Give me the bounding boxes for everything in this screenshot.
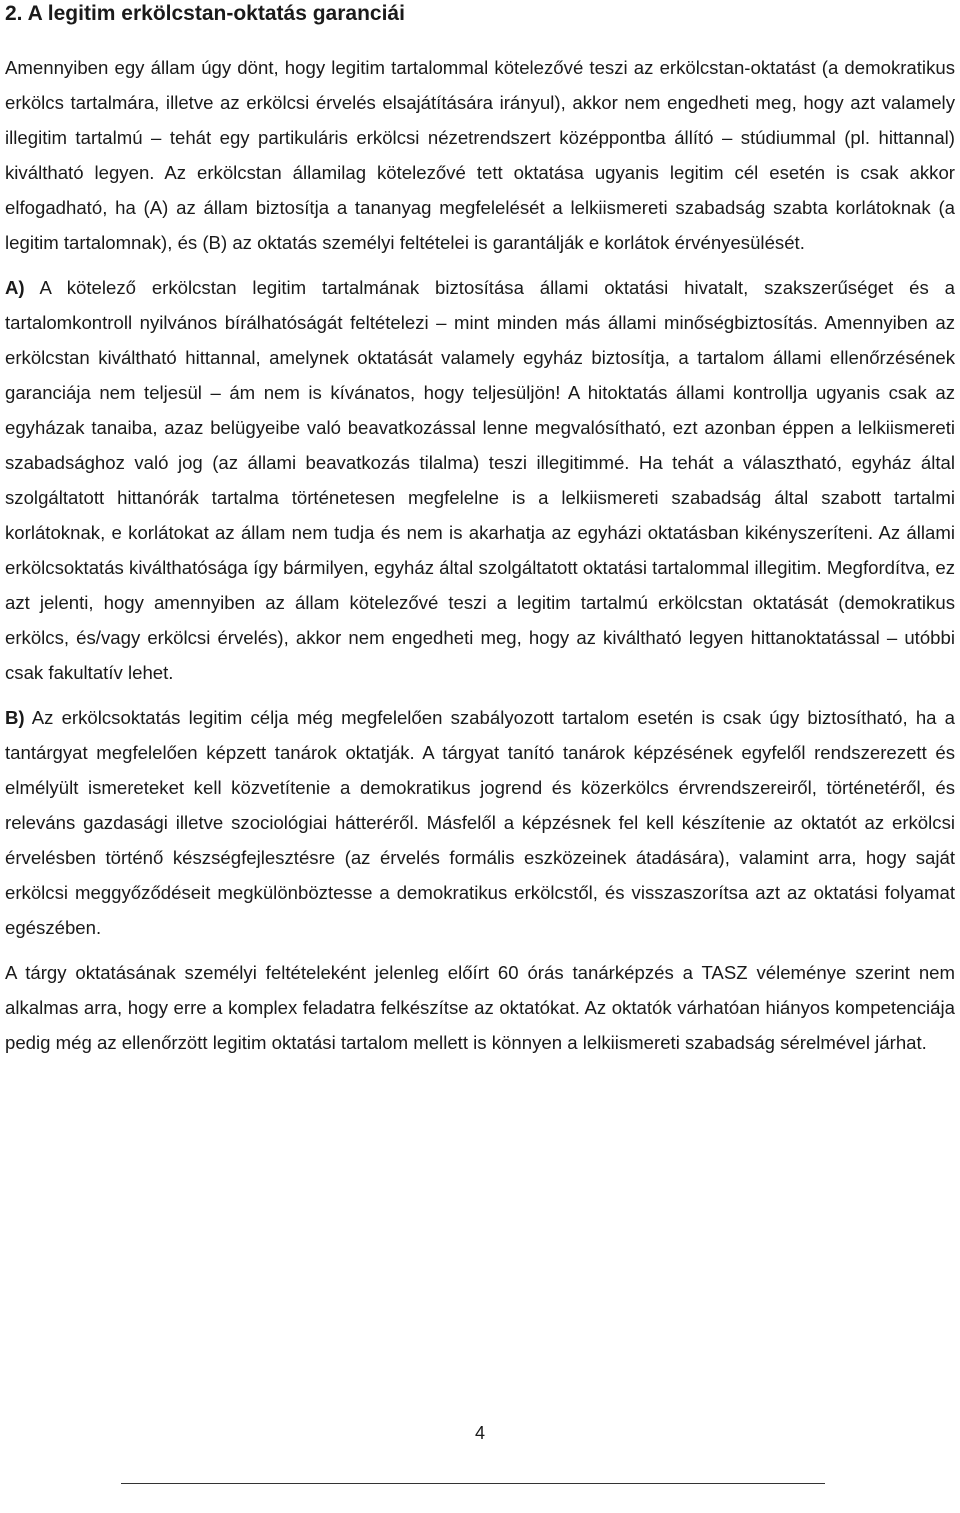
paragraph-b-label: B): [5, 707, 25, 728]
closing-paragraph: A tárgy oktatásának személyi feltételeként jelenleg előírt 60 órás tanárképzés a TASZ véleménye szerint nem alkalmas arra, hogy erre a komplex feladatra felkészítse az oktatókat. Az oktatók várhatóan hiányos kompetenciája pedig még az ellenőrzött legitim oktatási tartalom mellett is könnyen a lelkiismereti szabadság sérelmével járhat.: [5, 962, 955, 1053]
paragraph-a: [5, 270, 955, 690]
footer-rule: [121, 1483, 825, 1484]
paragraph-a-label: A): [5, 277, 25, 298]
paragraph-a-text: A kötelező erkölcstan legitim tartalmának biztosítása állami oktatási hivatalt, szakszerűséget és a tartalomkontroll nyilvános bírálhatóságát feltételezi – mint minden más állami minőségbiztosítás. Amennyiben az erkölcstan kiváltható hittannal, amelynek oktatását valamely egyház biztosítja, a tartalom állami ellenőrzésének garanciája nem teljesül – ám nem is kívánatos, hogy teljesüljön! A hitoktatás állami kontrollja ugyanis csak az egyházak tanaiba, azaz belügyeibe való beavatkozással lenne megvalósítható, ezt azonban éppen a lelkiismereti szabadsághoz való jog (az állami beavatkozás tilalma) teszi illegitimmé. Ha tehát a választható, egyház által szolgáltatott hittanórák tartalma történetesen megfelelne is a lelkiismereti szabadság által szabott tartalmi korlátoknak, e korlátokat az állam nem tudja és nem is akarhatja az egyházi oktatásban kikényszeríteni. Az állami erkölcsoktatás kiválthatósága így bármilyen, egyház által szolgáltatott oktatási tartalommal illegitim. Megfordítva, ez azt jelenti, hogy amennyiben az állam kötelezővé teszi a legitim tartalmú erkölcstan oktatását (demokratikus erkölcs, és/vagy erkölcsi érvelés), akkor nem engedheti meg, hogy az kiváltható legyen hittanoktatással – utóbbi csak fakultatív lehet.: [5, 277, 955, 683]
intro-paragraph: Amennyiben egy állam úgy dönt, hogy legitim tartalommal kötelezővé teszi az erkölcstan-oktatást (a demokratikus erkölcs tartalmára, illetve az erkölcsi érvelés elsajátítására irányul), akkor nem engedheti meg, hogy azt valamely illegitim tartalmú – tehát egy partikuláris erkölcsi nézetrendszert középpontba állító – stúdiummal (pl. hittannal) kiváltható legyen. Az erkölcstan államilag kötelezővé tett oktatása ugyanis legitim cél esetén is csak akkor elfogadható, ha (A) az állam biztosítja a tananyag megfelelését a lelkiismereti szabadság szabta korlátoknak (a legitim tartalomnak), és (B) az oktatás személyi feltételei is garantálják e korlátok érvényesülését.: [5, 57, 955, 253]
paragraph-b: [5, 700, 955, 945]
document-page: [5, 0, 955, 1060]
paragraph-b-text: Az erkölcsoktatás legitim célja még megfelelően szabályozott tartalom esetén is csak úgy biztosítható, ha a tantárgyat megfelelően képzett tanárok oktatják. A tárgyat tanító tanárok képzésének egyfelől rendszerezett és elmélyült ismereteket kell közvetítenie a demokratikus jogrend és közerkölcs érvrendszereiről, történetéről, és releváns gazdasági illetve szociológiai hátteréről. Másfelől a képzésnek fel kell készítenie az oktatót az erkölcsi érvelésben történő készségfejlesztésre (az érvelés formális eszközeinek átadására), valamint arra, hogy saját erkölcsi meggyőződéseit megkülönböztesse a demokratikus erkölcstől, és visszaszorítsa azt az oktatási folyamat egészében.: [5, 707, 955, 938]
section-heading: 2. A legitim erkölcstan-oktatás garanciái: [5, 2, 405, 25]
page-number: 4: [474, 1423, 485, 1443]
